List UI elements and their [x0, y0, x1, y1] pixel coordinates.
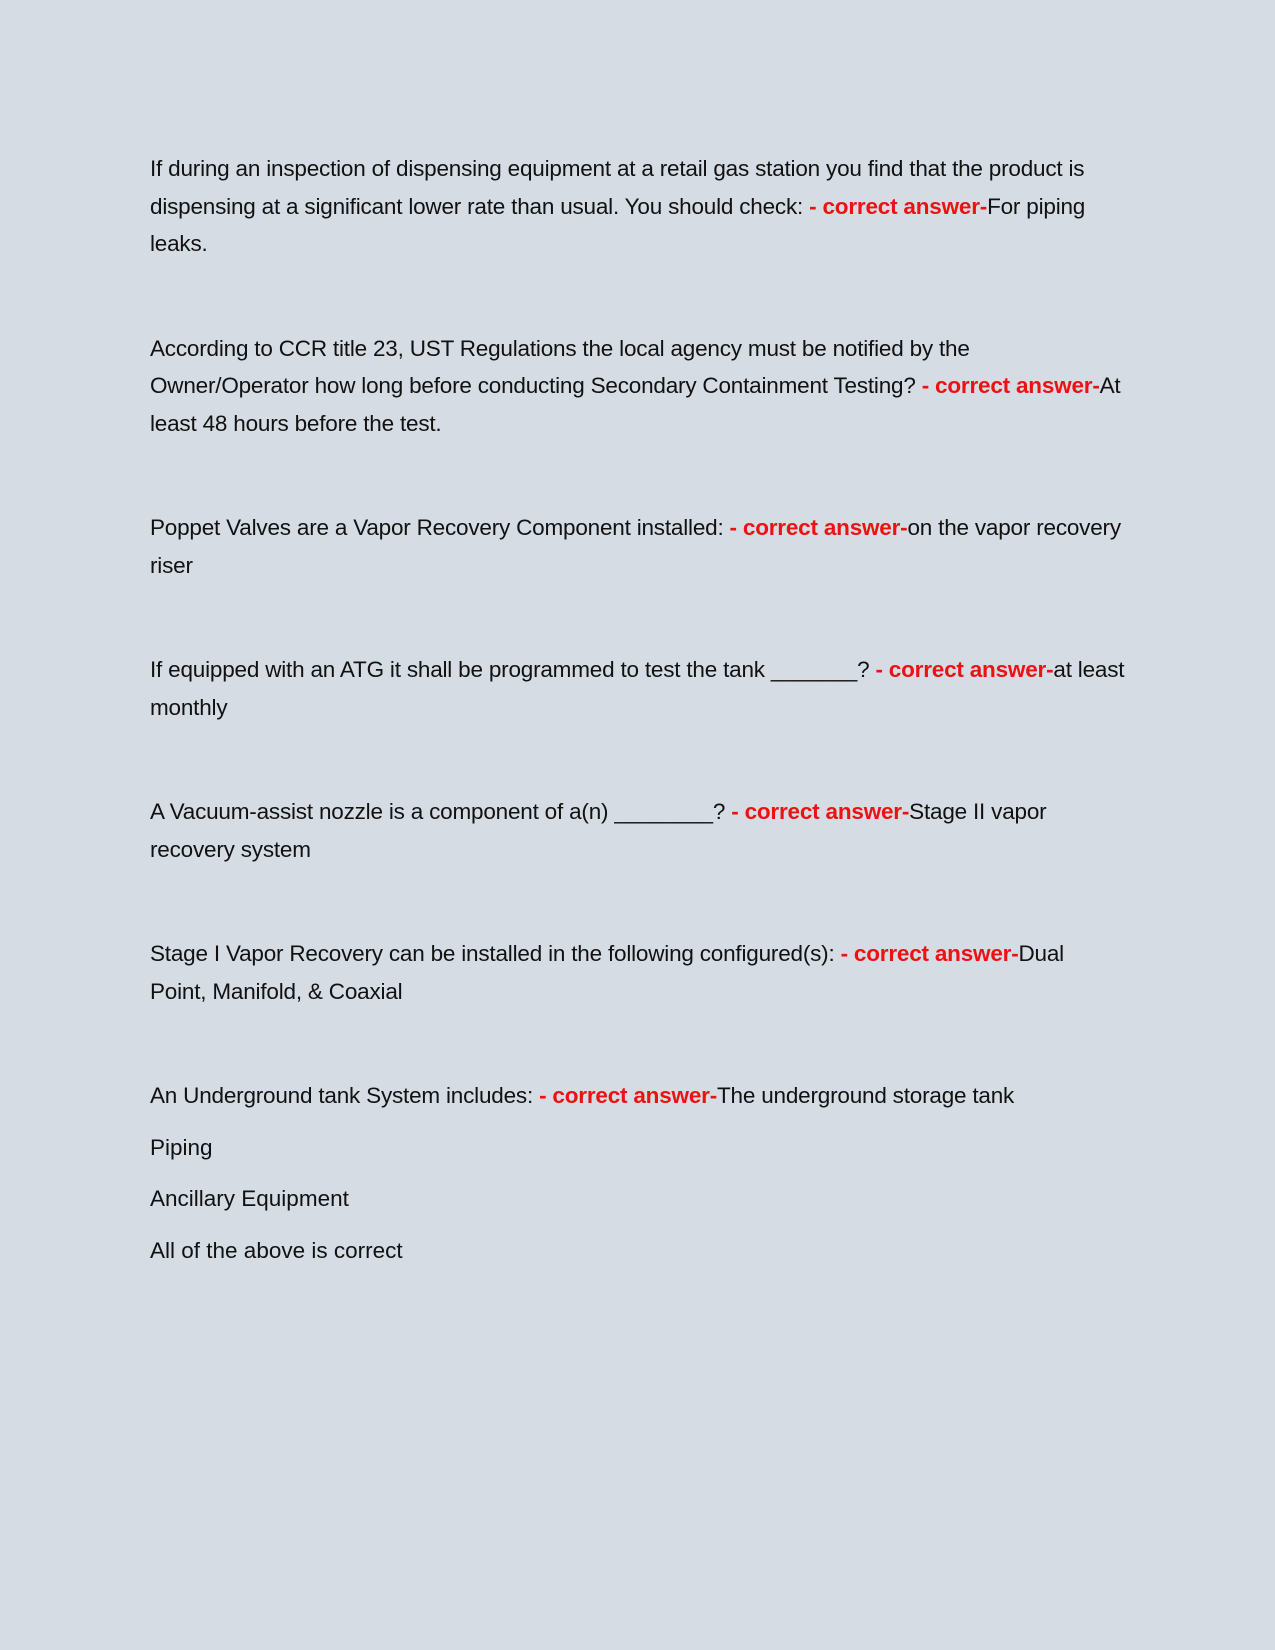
question-text: According to CCR title 23, UST Regulations the local agency must be notified by the Owner/Operator how long before conducting Secondary Containment Testing? — [150, 335, 970, 398]
answer-label: - correct answer- — [809, 193, 988, 219]
answer-text: For piping leaks. — [150, 193, 1086, 256]
answer-text: Stage II vapor recovery system — [150, 799, 1047, 862]
answer-text: Dual Point, Manifold, & Coaxial — [150, 941, 1064, 1004]
answer-text: At least 48 hours before the test. — [150, 373, 1121, 436]
document-page — [150, 150, 1125, 1269]
answer-text: The underground storage tank — [717, 1083, 1015, 1108]
answer-label: - correct answer- — [875, 657, 1054, 682]
answer-label: - correct answer- — [840, 941, 1019, 966]
answer-extra-line: Piping — [150, 1134, 213, 1160]
question-text: If during an inspection of dispensing equipment at a retail gas station you find that the product is dispensing at a significant lower rate than usual. You should check: — [150, 156, 1085, 219]
question-text: Poppet Valves are a Vapor Recovery Component installed: — [150, 515, 730, 540]
qa-item — [150, 150, 1125, 263]
qa-item — [150, 651, 1125, 726]
question-text: A Vacuum-assist nozzle is a component of a(n) ________? — [150, 799, 732, 824]
qa-item — [150, 935, 1125, 1010]
question-text: Stage I Vapor Recovery can be installed in the following configured(s): — [150, 941, 841, 966]
qa-item — [150, 509, 1125, 584]
qa-item — [150, 793, 1125, 868]
answer-text: at least monthly — [150, 657, 1125, 720]
question-text: If equipped with an ATG it shall be programmed to test the tank _______? — [150, 657, 876, 682]
question-text: An Underground tank System includes: — [150, 1083, 540, 1108]
answer-label: - correct answer- — [729, 515, 908, 540]
answer-extra-line: Ancillary Equipment — [150, 1186, 349, 1211]
qa-item — [150, 1077, 1125, 1115]
answer-extra-line: All of the above is correct — [150, 1237, 403, 1263]
qa-item — [150, 330, 1125, 443]
answer-label: - correct answer- — [539, 1083, 717, 1108]
answer-label: - correct answer- — [731, 799, 910, 824]
answer-label: - correct answer- — [921, 373, 1100, 398]
answer-text: on the vapor recovery riser — [150, 515, 1121, 578]
